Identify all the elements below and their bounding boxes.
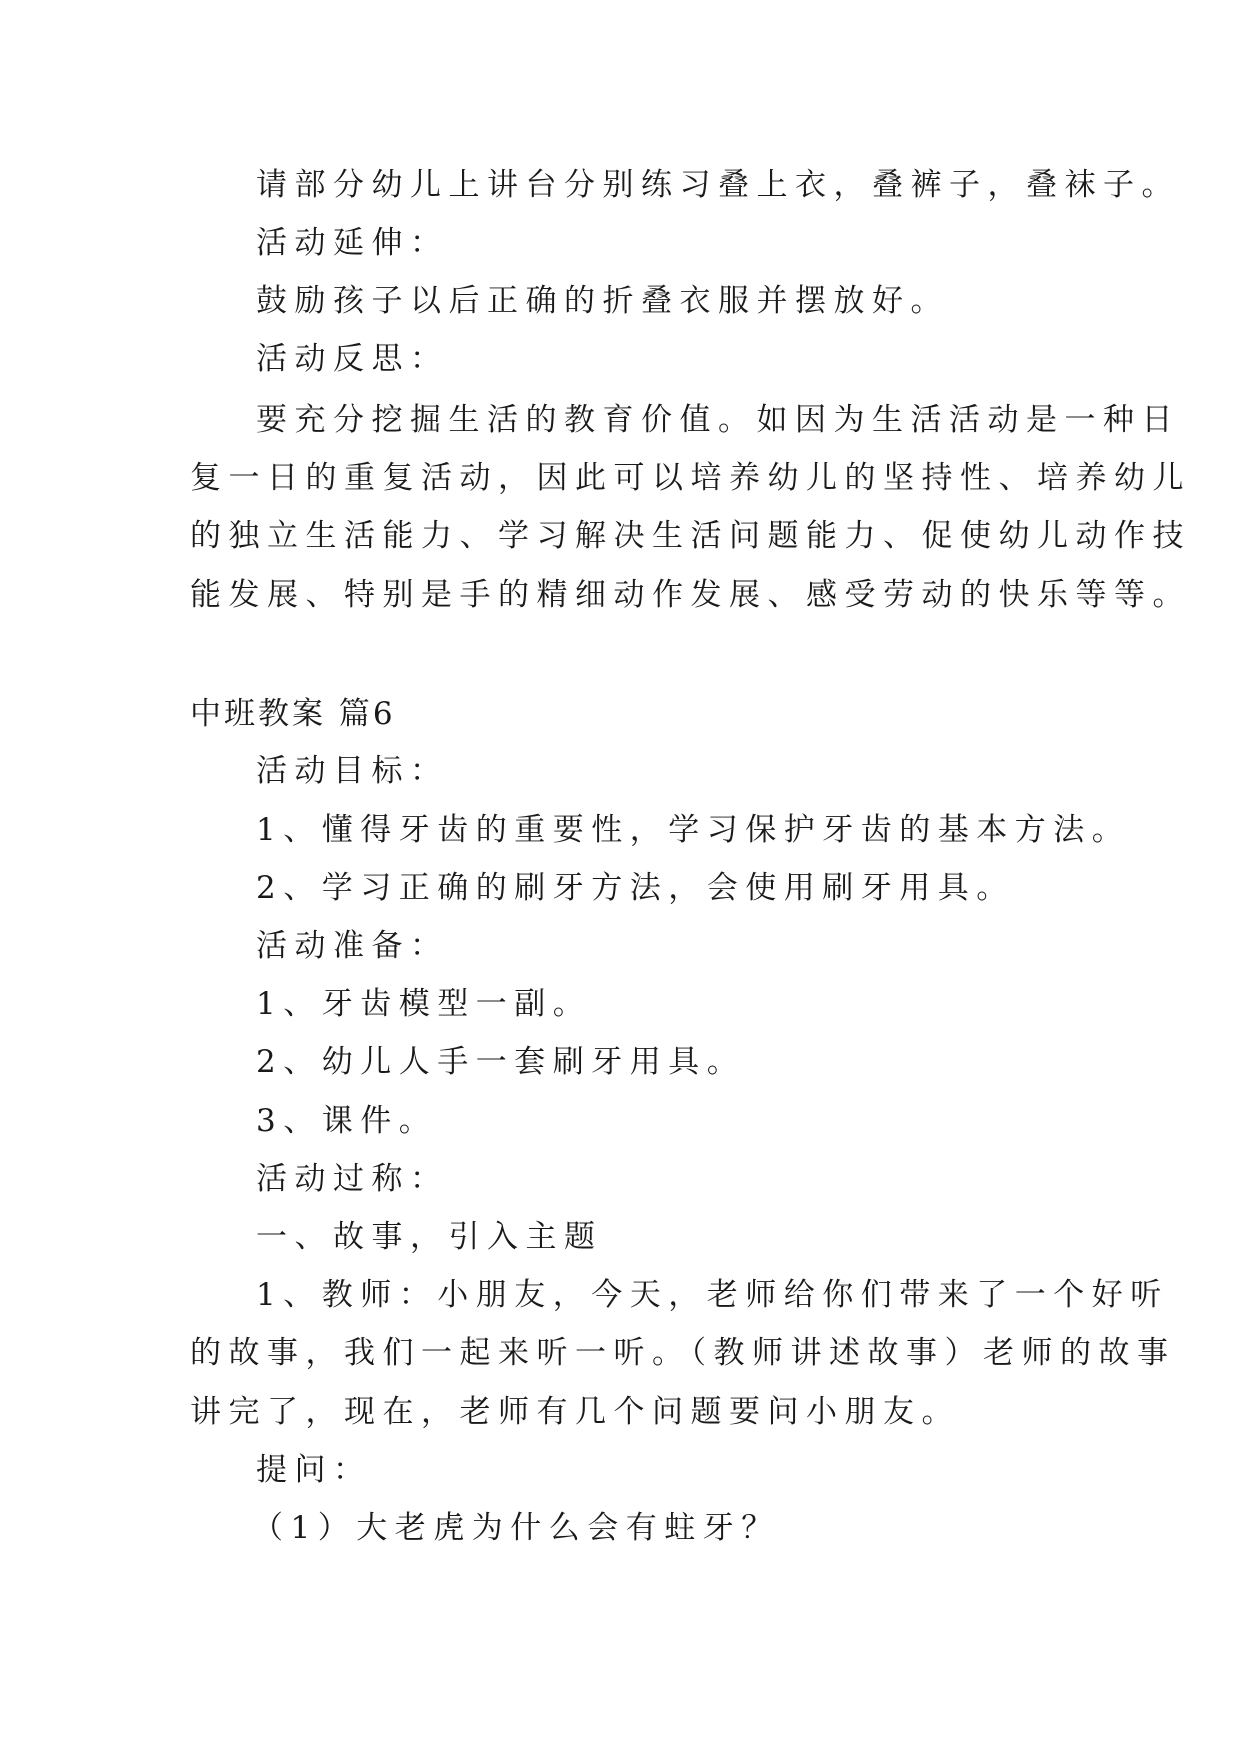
paragraph-line: 的独立生活能力、学习解决生活问题能力、促使幼儿动作技 <box>190 518 1191 554</box>
subheading-activity-preparation: 活动准备： <box>256 928 449 964</box>
subheading-activity-reflection: 活动反思： <box>256 341 449 377</box>
section-title: 中班教案 篇6 <box>190 696 396 732</box>
paragraph-line: 能发展、特别是手的精细动作发展、感受劳动的快乐等等。 <box>190 577 1191 613</box>
paragraph-line: 要充分挖掘生活的教育价值。如因为生活活动是一种日 <box>256 402 1180 438</box>
list-item: 1、懂得牙齿的重要性，学习保护牙齿的基本方法。 <box>256 812 1131 848</box>
paragraph-line: 的故事，我们一起来听一听。（教师讲述故事）老师的故事 <box>190 1335 1176 1371</box>
paragraph-line: 1、教师：小朋友，今天，老师给你们带来了一个好听 <box>256 1277 1169 1313</box>
paragraph-line: 复一日的重复活动，因此可以培养幼儿的坚持性、培养幼儿 <box>190 460 1191 496</box>
list-item: 3、课件。 <box>256 1103 438 1139</box>
text-line: 鼓励孩子以后正确的折叠衣服并摆放好。 <box>256 283 949 319</box>
subheading-questions: 提问： <box>256 1452 372 1488</box>
list-item: 2、学习正确的刷牙方法，会使用刷牙用具。 <box>256 870 1015 906</box>
paragraph-line: 讲完了，现在，老师有几个问题要问小朋友。 <box>190 1394 960 1430</box>
question-item: （1）大老虎为什么会有蛀牙？ <box>252 1510 780 1546</box>
subheading-activity-process: 活动过称： <box>256 1161 449 1197</box>
list-item: 2、幼儿人手一套刷牙用具。 <box>256 1044 746 1080</box>
step-heading: 一、故事，引入主题 <box>256 1219 603 1255</box>
text-line: 请部分幼儿上讲台分别练习叠上衣，叠裤子，叠袜子。 <box>256 167 1180 203</box>
list-item: 1、牙齿模型一副。 <box>256 986 592 1022</box>
subheading-activity-goals: 活动目标： <box>256 753 449 789</box>
subheading-activity-extension: 活动延伸： <box>256 225 449 261</box>
